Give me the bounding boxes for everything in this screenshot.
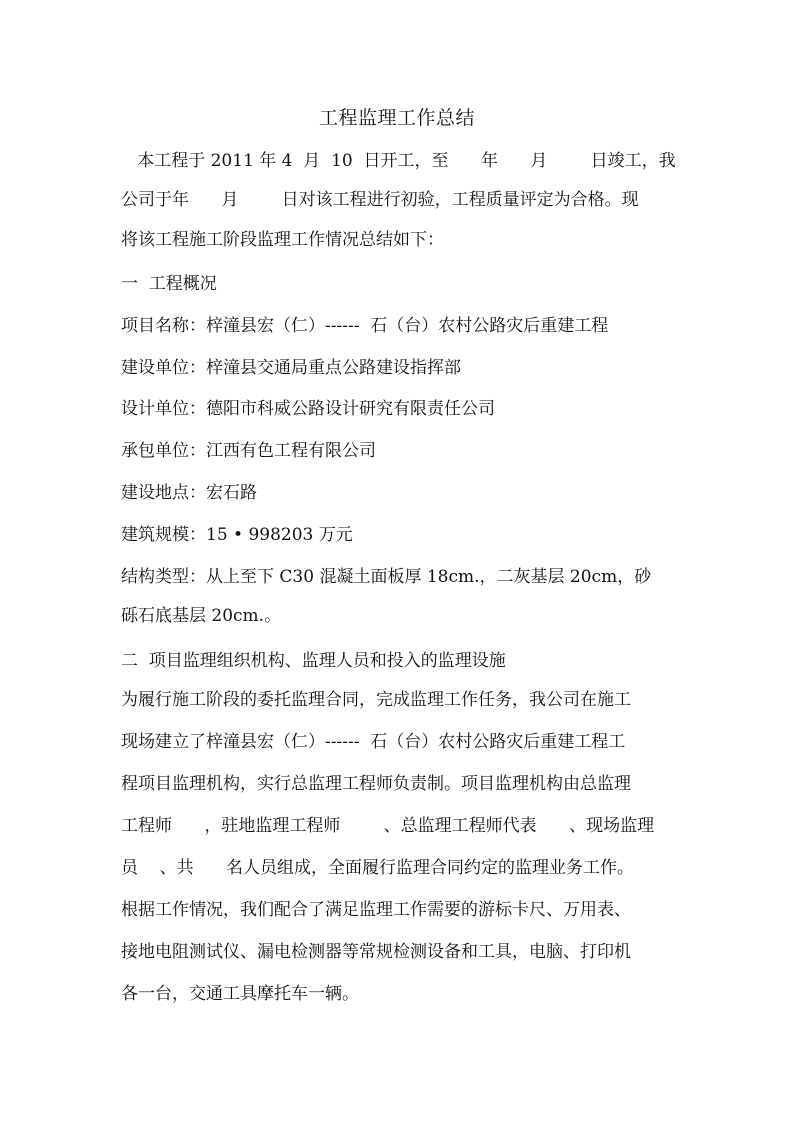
body-line: 员 、共 名人员组成，全面履行监理合同约定的监理业务工作。 [121, 858, 635, 878]
body-line: 将该工程施工阶段监理工作情况总结如下： [121, 230, 444, 250]
body-line: 接地电阻测试仪、漏电检测器等常规检测设备和工具，电脑、打印机 [121, 942, 631, 962]
body-line: 根据工作情况，我们配合了满足监理工作需要的游标卡尺、万用表、 [121, 900, 631, 920]
body-line: 砾石底基层 20cm.。 [121, 606, 282, 626]
body-line: 程项目监理机构，实行总监理工程师负责制。项目监理机构由总监理 [121, 774, 631, 794]
body-line: 承包单位：江西有色工程有限公司 [121, 441, 376, 461]
body-line: 建设地点：宏石路 [121, 483, 257, 503]
body-line: 为履行施工阶段的委托监理合同，完成监理工作任务，我公司在施工 [121, 690, 631, 710]
body-line: 结构类型：从上至下 C30 混凝土面板厚 18cm.，二灰基层 20cm，砂 [121, 567, 652, 587]
body-line: 现场建立了梓潼县宏（仁）------ 石（台）农村公路灾后重建工程工 [121, 732, 626, 752]
document-title: 工程监理工作总结 [318, 107, 475, 129]
body-line: 工程师 ，驻地监理工程师 、总监理工程师代表 、现场监理 [121, 816, 655, 836]
section-heading: 二 项目监理组织机构、监理人员和投入的监理设施 [121, 651, 506, 671]
body-line: 建筑规模：15 • 998203 万元 [121, 525, 353, 545]
section-heading: 一 工程概况 [121, 274, 217, 294]
body-line: 建设单位：梓潼县交通局重点公路建设指挥部 [121, 358, 461, 378]
body-line: 项目名称：梓潼县宏（仁）------ 石（台）农村公路灾后重建工程 [121, 316, 609, 336]
body-line: 本工程于 2011 年 4 月 10 日开工，至 年 月 日竣工，我 [121, 151, 676, 171]
body-line: 公司于年 月 日对该工程进行初验，工程质量评定为合格。现 [121, 190, 639, 210]
body-line: 设计单位：德阳市科威公路设计研究有限责任公司 [121, 399, 495, 419]
body-line: 各一台，交通工具摩托车一辆。 [121, 984, 359, 1004]
